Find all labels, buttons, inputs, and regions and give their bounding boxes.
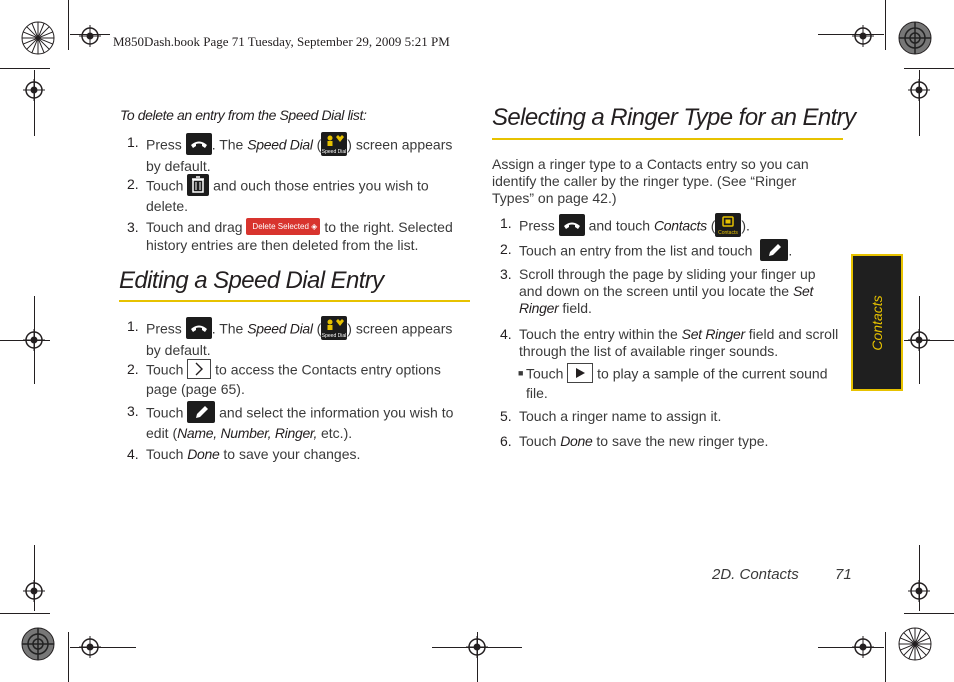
speed-dial-icon [321,316,347,340]
registration-mark-icon [466,636,488,658]
registration-mark-icon [852,25,874,47]
ringer-intro: Assign a ringer type to a Contacts entry so you can identify the caller by the ringer type. (See “Ringer Types” on page 42.) [492,156,809,206]
registration-mark-icon [23,580,45,602]
registration-mark-icon [23,329,45,351]
delete-intro: To delete an entry from the Speed Dial list: [120,107,367,123]
gray-target-icon [21,627,55,661]
svg-text:Speed Dial: Speed Dial [322,149,347,155]
registration-mark-icon [79,636,101,658]
pencil-icon [760,239,788,261]
registration-mark-icon [908,329,930,351]
svg-text:Speed Dial: Speed Dial [322,333,347,339]
section-title-ringer: Selecting a Ringer Type for an Entry [492,104,856,131]
trash-icon [187,174,209,196]
registration-mark-icon [908,79,930,101]
star-target-icon [21,21,55,55]
contacts-side-tab: Contacts [851,254,903,391]
print-header: M850Dash.book Page 71 Tuesday, September 29, 2009 5:21 PM [113,34,450,49]
section-title-editing: Editing a Speed Dial Entry [119,267,384,294]
phone-icon [559,214,585,236]
chevron-right-icon [187,359,211,379]
registration-mark-icon [23,79,45,101]
footer-section: 2D. Contacts [712,566,799,583]
pencil-icon [187,401,215,423]
contacts-icon [715,213,741,237]
registration-mark-icon [852,636,874,658]
registration-mark-icon [79,25,101,47]
phone-icon [186,317,212,339]
svg-text:Contacts: Contacts [718,230,739,236]
delete-selected-button: Delete Selected ◈ [246,218,320,235]
section-rule [492,138,843,140]
play-icon [567,363,593,383]
registration-mark-icon [908,580,930,602]
gray-target-icon [898,21,932,55]
page-number: 71 [835,566,852,583]
speed-dial-icon [321,132,347,156]
phone-icon [186,133,212,155]
star-target-icon [898,627,932,661]
section-rule [119,300,470,302]
